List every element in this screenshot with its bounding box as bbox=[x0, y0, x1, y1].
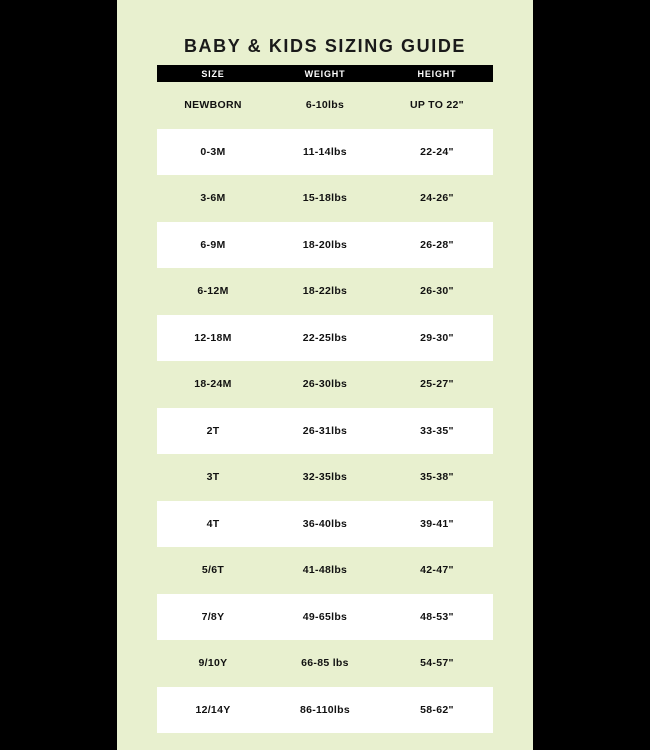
page-title: BABY & KIDS SIZING GUIDE bbox=[183, 36, 467, 56]
cell-weight: 11-14lbs bbox=[303, 145, 347, 158]
sizing-guide-card bbox=[117, 0, 533, 750]
cell-size: 3-6M bbox=[200, 192, 226, 205]
column-header-height: HEIGHT bbox=[417, 68, 457, 79]
cell-size: 6-9M bbox=[200, 238, 226, 251]
cell-height: 33-35" bbox=[420, 424, 454, 437]
table-row bbox=[157, 361, 493, 408]
table-row bbox=[157, 547, 493, 594]
cell-size: 12-18M bbox=[194, 331, 232, 344]
cell-height: 48-53" bbox=[420, 610, 454, 623]
cell-weight: 22-25lbs bbox=[302, 331, 348, 344]
cell-height: 25-27" bbox=[420, 378, 454, 391]
table-row bbox=[157, 175, 493, 222]
table-row bbox=[157, 268, 493, 315]
cell-size: 4T bbox=[206, 517, 220, 530]
cell-height: 58-62" bbox=[420, 703, 454, 716]
cell-weight: 86-110lbs bbox=[299, 703, 350, 716]
table-row bbox=[157, 129, 493, 176]
cell-weight: 66-85 lbs bbox=[301, 657, 349, 670]
cell-height: 35-38" bbox=[420, 471, 454, 484]
cell-size: NEWBORN bbox=[184, 99, 242, 112]
cell-height: 29-30" bbox=[420, 331, 454, 344]
cell-weight: 18-20lbs bbox=[302, 238, 348, 251]
table-row bbox=[157, 454, 493, 501]
cell-size: 2T bbox=[206, 424, 220, 437]
cell-weight: 18-22lbs bbox=[302, 285, 348, 298]
cell-weight: 49-65lbs bbox=[302, 610, 348, 623]
table-row bbox=[157, 315, 493, 362]
cell-height: UP TO 22" bbox=[409, 99, 464, 112]
table-header-row bbox=[157, 65, 493, 82]
cell-size: 18-24M bbox=[194, 378, 232, 391]
table-row bbox=[157, 222, 493, 269]
cell-size: 6-12M bbox=[197, 285, 229, 298]
cell-size: 3T bbox=[206, 471, 220, 484]
cell-weight: 32-35lbs bbox=[302, 471, 348, 484]
cell-weight: 26-30lbs bbox=[302, 378, 348, 391]
table-row bbox=[157, 82, 493, 129]
column-header-size: SIZE bbox=[201, 68, 225, 79]
table-row bbox=[157, 501, 493, 548]
cell-height: 22-24" bbox=[420, 145, 454, 158]
cell-height: 26-28" bbox=[420, 238, 454, 251]
sizing-table bbox=[157, 65, 493, 733]
cell-height: 54-57" bbox=[420, 657, 454, 670]
table-row bbox=[157, 408, 493, 455]
cell-weight: 6-10lbs bbox=[305, 99, 345, 112]
cell-height: 26-30" bbox=[420, 285, 454, 298]
table-row bbox=[157, 594, 493, 641]
cell-size: 5/6T bbox=[201, 564, 225, 577]
cell-height: 42-47" bbox=[420, 564, 454, 577]
cell-size: 7/8Y bbox=[201, 610, 225, 623]
cell-size: 12/14Y bbox=[195, 703, 231, 716]
cell-weight: 41-48lbs bbox=[302, 564, 348, 577]
cell-size: 0-3M bbox=[200, 145, 226, 158]
cell-size: 9/10Y bbox=[198, 657, 228, 670]
cell-weight: 36-40lbs bbox=[302, 517, 348, 530]
cell-height: 39-41" bbox=[420, 517, 454, 530]
column-header-weight: WEIGHT bbox=[304, 68, 346, 79]
cell-weight: 26-31lbs bbox=[302, 424, 348, 437]
table-row bbox=[157, 687, 493, 734]
cell-height: 24-26" bbox=[420, 192, 454, 205]
table-row bbox=[157, 640, 493, 687]
cell-weight: 15-18lbs bbox=[302, 192, 348, 205]
